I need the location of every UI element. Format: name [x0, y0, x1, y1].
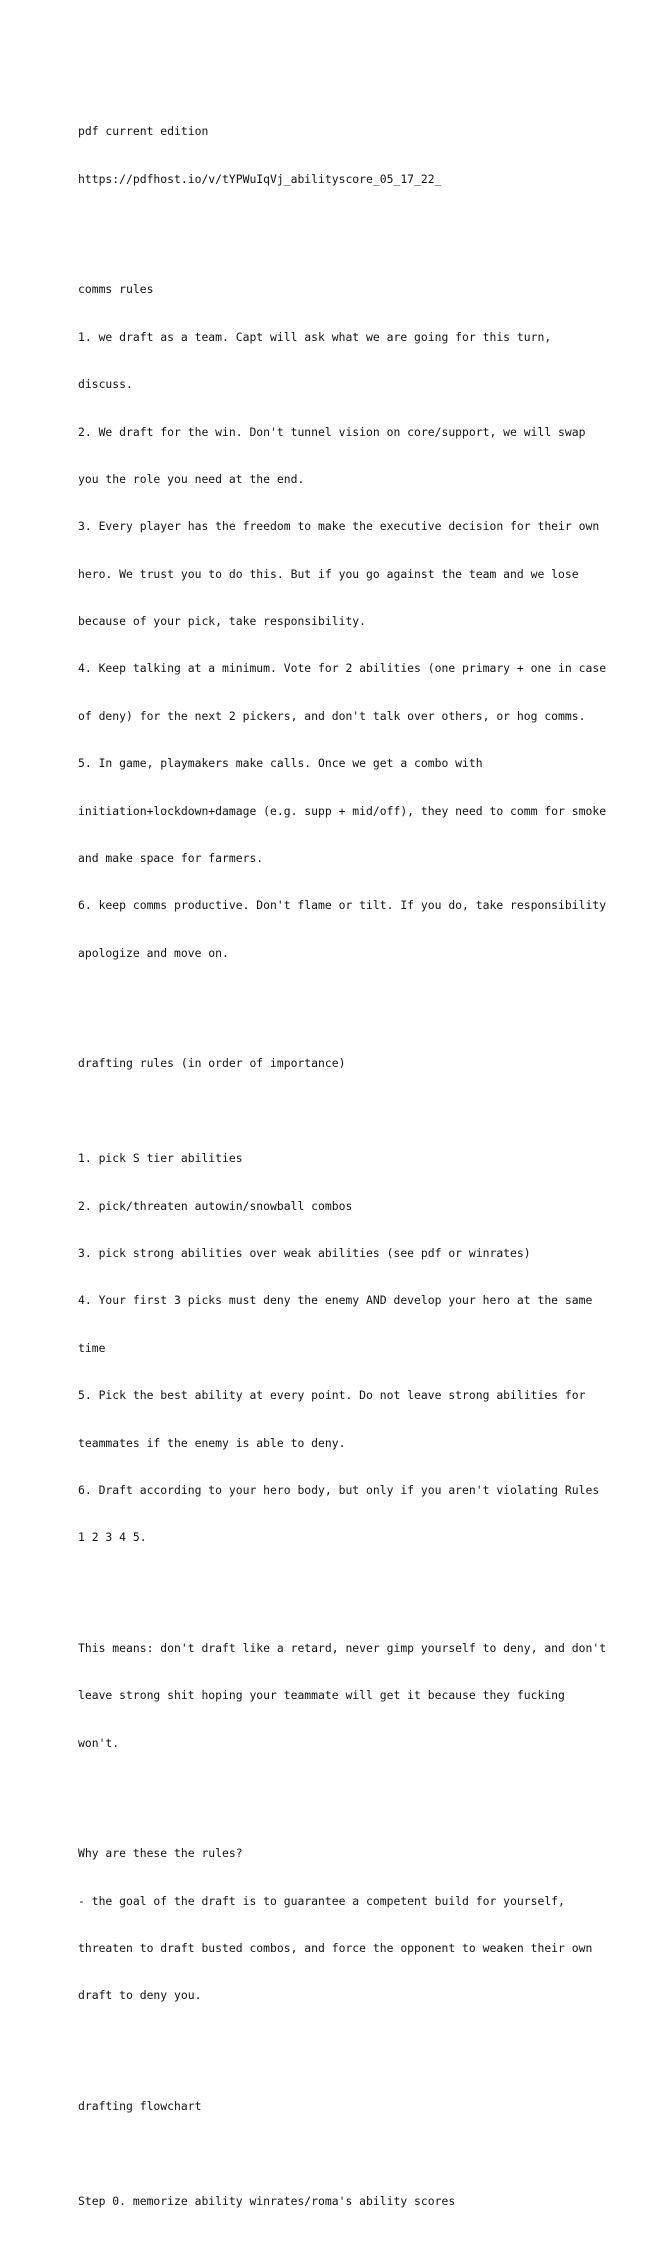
why-line: - the goal of the draft is to guarantee a competent build for yourself,: [78, 1893, 565, 1908]
spacer: [78, 1783, 618, 1799]
comms-rule-line: you the role you need at the end.: [78, 471, 305, 486]
meaning-line: This means: don't draft like a retard, never gimp yourself to deny, and don't: [78, 1640, 607, 1655]
flowchart-title: drafting flowchart: [78, 2099, 202, 2113]
why-line: threaten to draft busted combos, and force the opponent to weaken their own: [78, 1941, 593, 1956]
comms-rule-line: 2. We draft for the win. Don't tunnel vision on core/support, we will swap: [78, 424, 586, 439]
header-edition-label: pdf current edition: [78, 124, 209, 139]
drafting-rule-line: 2. pick/threaten autowin/snowball combos: [78, 1198, 353, 1213]
drafting-rule-line: 3. pick strong abilities over weak abilities (see pdf or winrates): [78, 1245, 531, 1260]
comms-rule-line: of deny) for the next 2 pickers, and don't talk over others, or hog comms.: [78, 708, 586, 723]
document-body: [78, 77, 618, 2257]
drafting-rule-line: time: [78, 1340, 106, 1355]
why-line: draft to deny you.: [78, 1988, 202, 2003]
drafting-rule-line: 1. pick S tier abilities: [78, 1151, 243, 1166]
comms-rule-line: hero. We trust you to do this. But if you go against the team and we lose: [78, 566, 579, 581]
comms-rule-line: initiation+lockdown+damage (e.g. supp + mid/off), they need to comm for smoke: [78, 803, 607, 818]
spacer: [78, 1104, 618, 1120]
comms-rule-line: and make space for farmers.: [78, 851, 264, 866]
comms-rule-line: 5. In game, playmakers make calls. Once we get a combo with: [78, 756, 483, 771]
drafting-rule-line: 4. Your first 3 picks must deny the enemy AND develop your hero at the same: [78, 1293, 593, 1308]
comms-rule-line: 6. keep comms productive. Don't flame or tilt. If you do, take responsibility: [78, 898, 607, 913]
comms-rule-line: discuss.: [78, 377, 133, 392]
drafting-rule-line: 5. Pick the best ability at every point. Do not leave strong abilities for: [78, 1388, 586, 1403]
drafting-rule-line: 1 2 3 4 5.: [78, 1530, 147, 1545]
meaning-line: leave strong shit hoping your teammate will get it because they fucking: [78, 1688, 565, 1703]
spacer: [78, 993, 618, 1009]
drafting-rule-line: 6. Draft according to your hero body, but only if you aren't violating Rules: [78, 1482, 600, 1497]
spacer: [78, 2146, 618, 2162]
comms-rules-title: comms rules: [78, 282, 154, 297]
drafting-rule-line: teammates if the enemy is able to deny.: [78, 1435, 346, 1450]
meaning-line: won't.: [78, 1735, 120, 1750]
spacer: [78, 2036, 618, 2052]
drafting-rules-title: drafting rules (in order of importance): [78, 1056, 346, 1071]
spacer: [78, 1578, 618, 1594]
header-pdf-link[interactable]: https://pdfhost.io/v/tYPWuIqVj_abilityscore_05_17_22_: [78, 171, 442, 186]
comms-rule-line: 3. Every player has the freedom to make the executive decision for their own: [78, 519, 600, 534]
flowchart-step-0: Step 0. memorize ability winrates/roma's ability scores: [78, 2193, 456, 2208]
comms-rule-line: because of your pick, take responsibility.: [78, 614, 367, 629]
comms-rule-line: 4. Keep talking at a minimum. Vote for 2 abilities (one primary + one in case: [78, 661, 607, 676]
spacer: [78, 219, 618, 235]
why-title: Why are these the rules?: [78, 1846, 243, 1861]
comms-rule-line: apologize and move on.: [78, 945, 229, 960]
comms-rule-line: 1. we draft as a team. Capt will ask what we are going for this turn,: [78, 329, 552, 344]
